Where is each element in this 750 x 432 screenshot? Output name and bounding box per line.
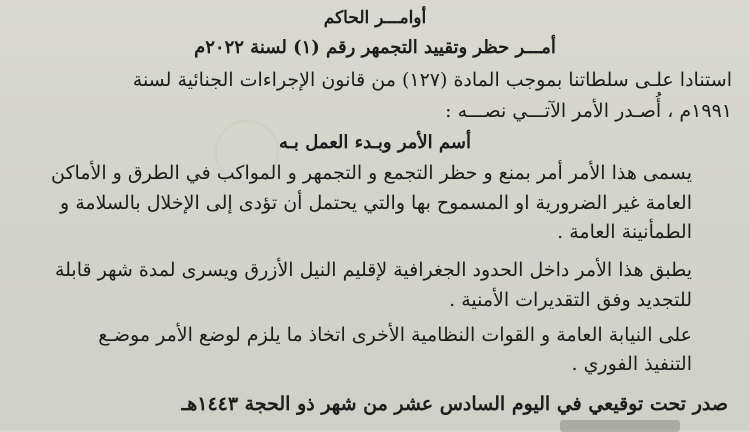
para3-line-1: على النيابة العامة و القوات النظامية الأخرى اتخاذ ما يلزم لوضع الأمر موضـع: [98, 324, 692, 346]
para3-line-2: التنفيذ الفوري .: [571, 353, 692, 375]
preamble-line-2: ١٩٩١م ، أُصـدر الأمر الآتـــي نصـــه :: [445, 100, 732, 122]
signature-line: صدر تحت توقيعي في اليوم السادس عشر من شهر ذو الحجة ١٤٤٣هـ: [181, 393, 728, 415]
cut-off-text-fragment: [560, 420, 680, 432]
order-title: أمـــر حظر وتقييد التجمهر رقم (١) لسنة ٢٠٢٢م: [194, 37, 556, 58]
para1-line-1: يسمى هذا الأمر أمر بمنع و حظر التجمع و التجمهر و المواكب في الطرق و الأماكن: [51, 162, 692, 184]
para1-line-3: الطمأنينة العامة .: [557, 221, 692, 243]
preamble-line-1: استنادا علـى سلطاتنا بموجب المادة (١٢٧) من قانون الإجراءات الجنائية لسنة: [132, 69, 732, 91]
section-title: أسم الأمر وبـدء العمل بـه: [279, 132, 471, 153]
para1-line-2: العامة غير الضرورية او المسموح بها والتي يحتمل أن تؤدى إلى الإخلال بالسلامة و: [59, 192, 692, 214]
document-heading: أوامـــر الحاكم: [323, 8, 427, 28]
para2-line-1: يطبق هذا الأمر داخل الحدود الجغرافية لإقليم النيل الأزرق ويسرى لمدة شهر قابلة: [54, 259, 692, 281]
para2-line-2: للتجديد وفق التقديرات الأمنية .: [449, 289, 692, 311]
